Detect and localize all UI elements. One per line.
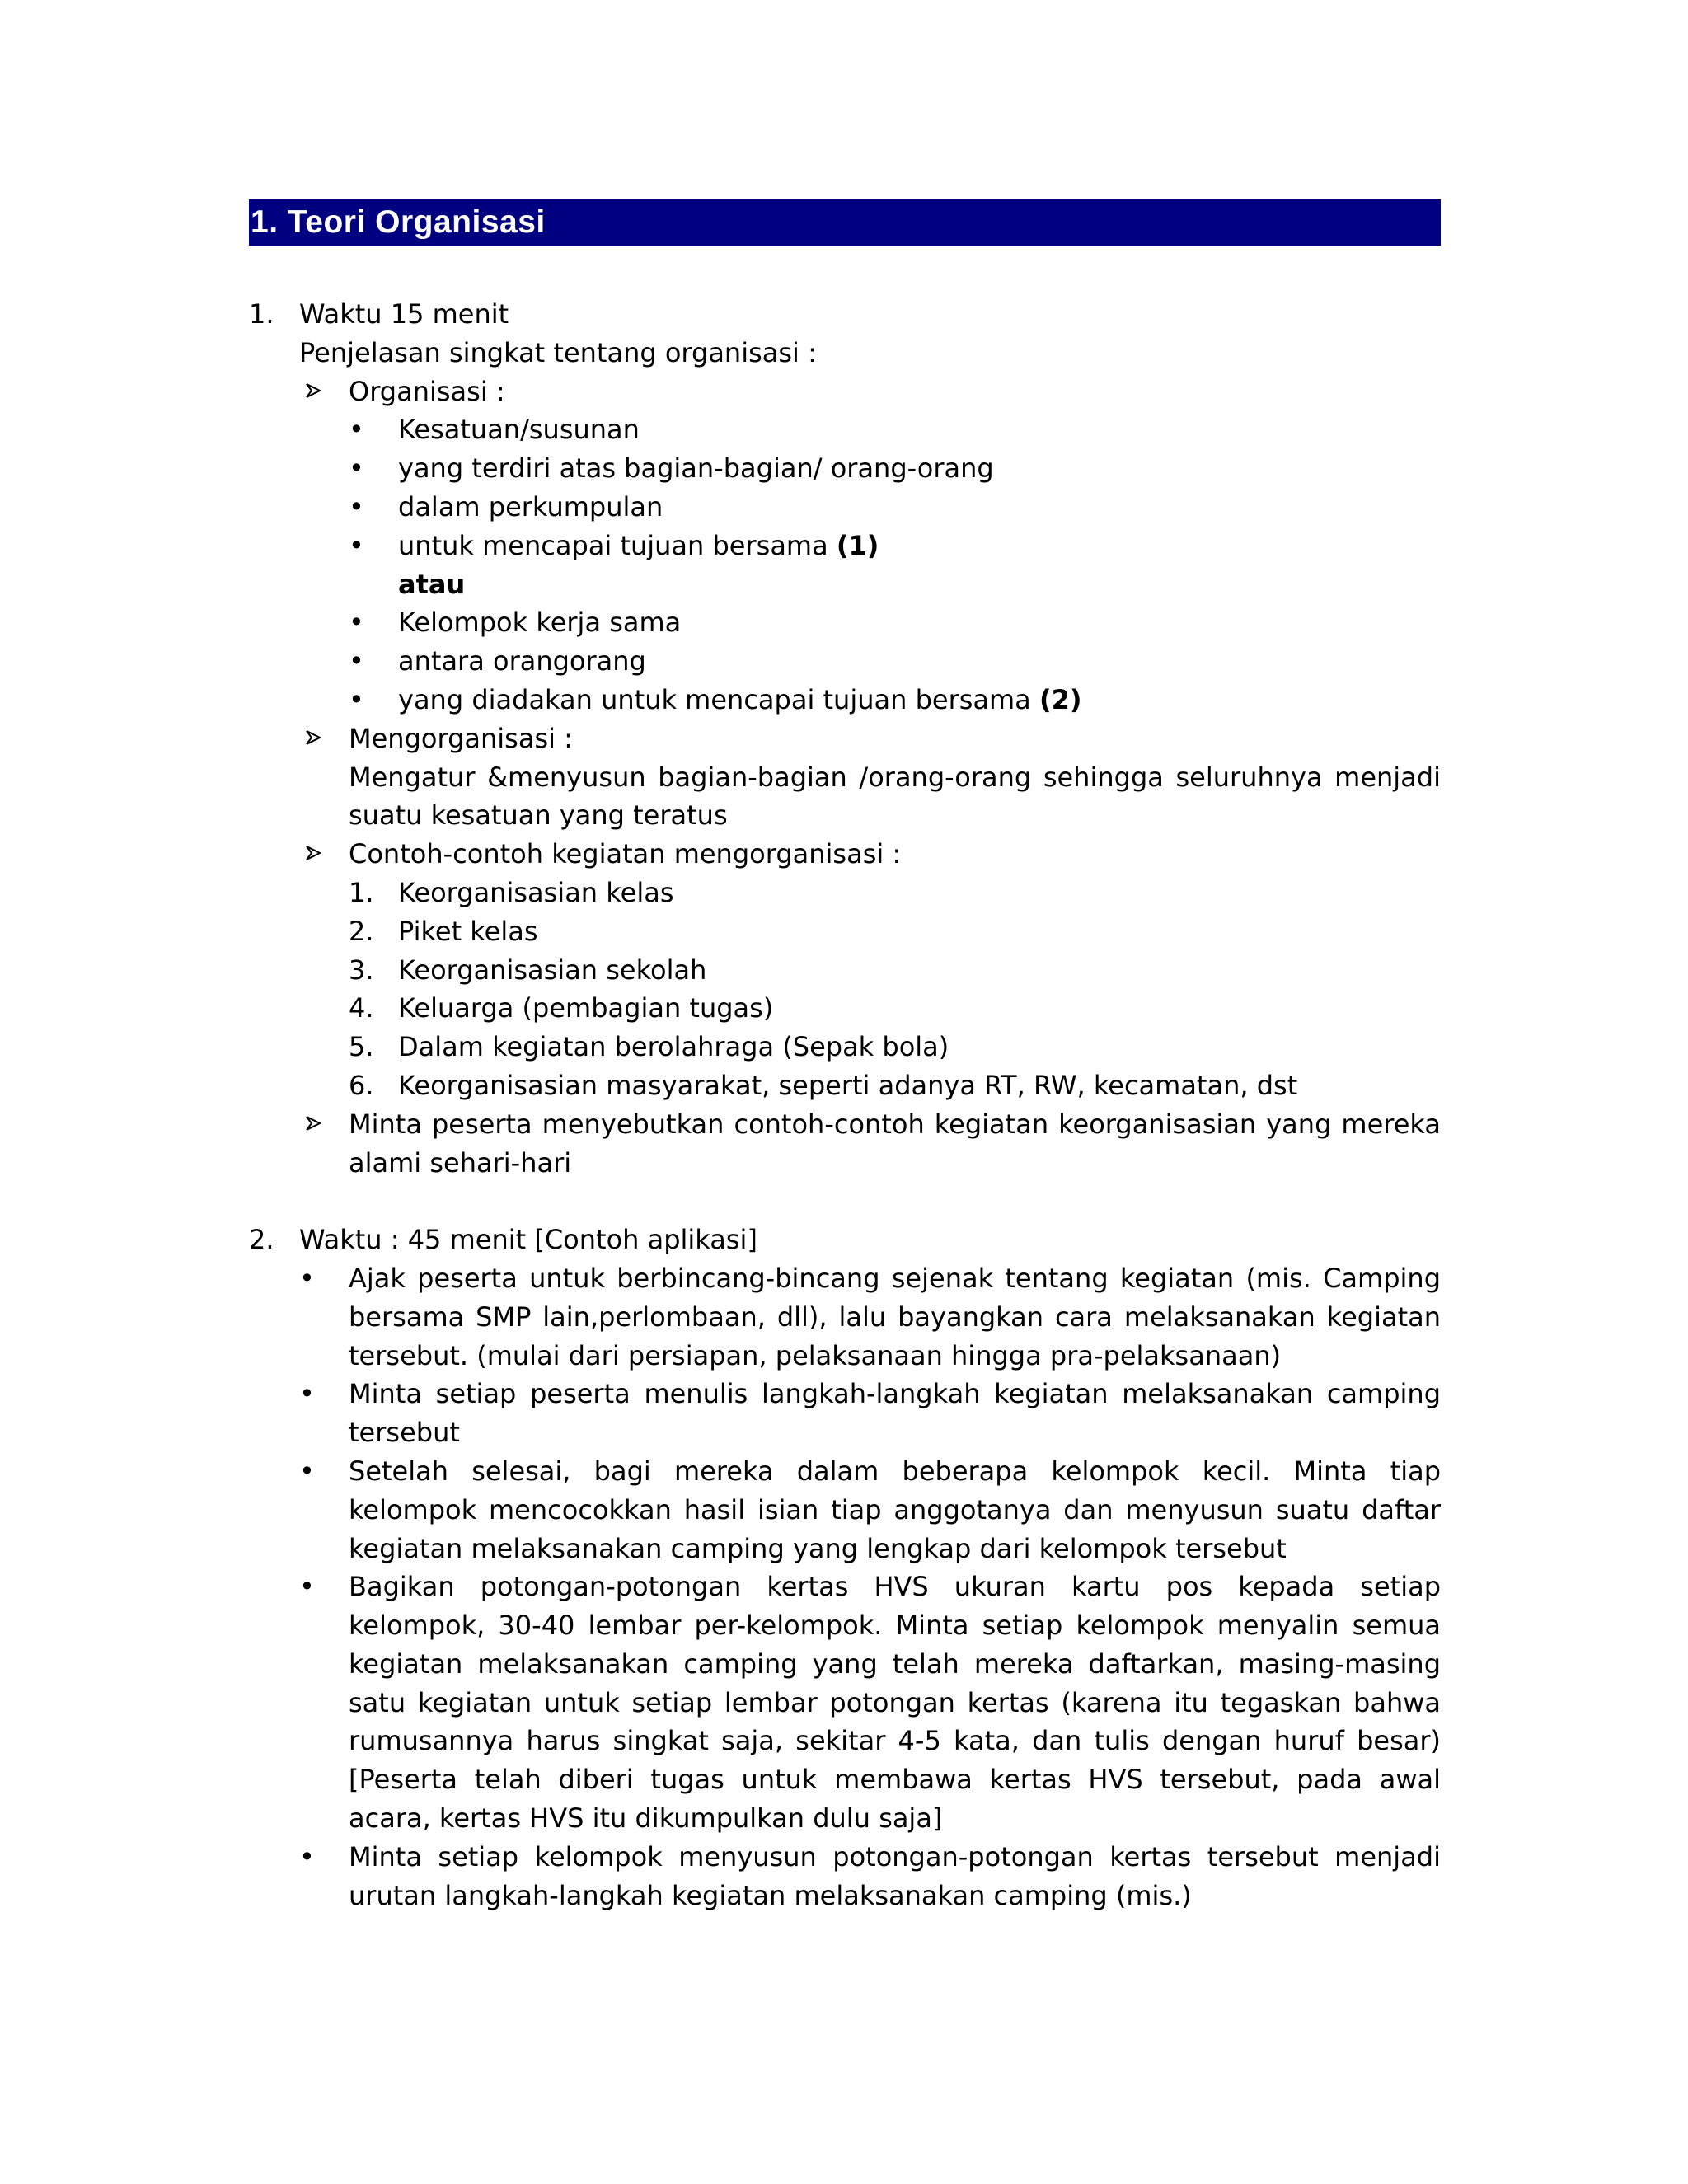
arrow-bullet-icon (305, 835, 321, 861)
bullet-icon: • (349, 414, 364, 446)
numbered-item (249, 874, 1441, 912)
bullet-icon: • (349, 683, 364, 715)
section2-number: 2. (249, 1224, 274, 1256)
list-item-text: Kesatuan/susunan (398, 414, 640, 446)
item-text: Keorganisasian sekolah (398, 954, 707, 986)
activity-text: Ajak peserta untuk berbincang-bincang sejenak tentang kegiatan (mis. Camping bersama SMP lain,perlombaan, dll), lalu bayangkan cara melaksanakan kegiatan tersebut. (mulai dari persiapan, pelaksanaan hingga pra-pelaksanaan) (349, 1262, 1441, 1371)
section-spacer (249, 1182, 1441, 1221)
arrow-bullet-icon (305, 1105, 321, 1132)
activity-bullet (249, 1375, 1441, 1452)
list-item (249, 681, 1441, 719)
activity-text: Minta setiap peserta menulis langkah-langkah kegiatan melaksanakan camping tersebut (349, 1378, 1441, 1449)
numbered-item (249, 1028, 1441, 1066)
minta-item (249, 1105, 1441, 1183)
numbered-item (249, 951, 1441, 990)
list-item-text: Kelompok kerja sama (398, 607, 682, 639)
arrow-bullet-icon (305, 719, 321, 746)
bullet-icon: • (299, 1840, 315, 1872)
section1-number: 1. (249, 298, 274, 330)
reference-marker: (2) (1039, 683, 1082, 715)
item-text: Piket kelas (398, 915, 538, 947)
bullet-icon: • (349, 529, 364, 561)
section2-item (249, 1221, 1441, 1259)
activity-bullet (249, 1568, 1441, 1838)
bullet-icon: • (299, 1378, 315, 1410)
bullet-icon: • (349, 607, 364, 639)
minta-text: Minta peserta menyebutkan contoh-contoh kegiatan keorganisasian yang mereka alami sehari-hari (349, 1108, 1441, 1179)
list-item-text-wrap (398, 681, 1441, 719)
activity-bullet (249, 1838, 1441, 1915)
conjunction-row (249, 565, 1441, 604)
list-item (249, 603, 1441, 642)
contoh-item (249, 835, 1441, 874)
mengorganisasi-desc-row (249, 758, 1441, 836)
mengorganisasi-item (249, 719, 1441, 758)
item-number: 2. (349, 915, 374, 947)
list-item (249, 488, 1441, 527)
numbered-item (249, 1066, 1441, 1105)
atau-label: atau (398, 568, 466, 600)
section1-time: Waktu 15 menit (299, 298, 509, 330)
numbered-item (249, 989, 1441, 1028)
activity-bullet (249, 1259, 1441, 1375)
mengorganisasi-desc: Mengatur &menyusun bagian-bagian /orang-orang sehingga seluruhnya menjadi suatu kesatuan yang teratus (349, 761, 1441, 832)
list-item-text: yang diadakan untuk mencapai tujuan bersama (398, 683, 1039, 715)
item-number: 3. (349, 954, 374, 986)
item-text: Keorganisasian kelas (398, 876, 674, 908)
list-item-text: antara orangorang (398, 645, 646, 677)
bullet-icon: • (349, 452, 364, 485)
activity-bullet (249, 1452, 1441, 1568)
item-text: Keorganisasian masyarakat, seperti adanya RT, RW, kecamatan, dst (398, 1069, 1298, 1101)
item-number: 6. (349, 1069, 374, 1101)
item-number: 4. (349, 992, 374, 1024)
item-text: Dalam kegiatan berolahraga (Sepak bola) (398, 1031, 950, 1063)
numbered-item (249, 912, 1441, 951)
bullet-icon: • (299, 1455, 315, 1487)
activity-text: Setelah selesai, bagi mereka dalam beberapa kelompok kecil. Minta tiap kelompok mencocokkan hasil isian tiap anggotanya dan menyusun suatu daftar kegiatan melaksanakan camping yang lengkap dari kelompok tersebut (349, 1455, 1441, 1564)
contoh-label: Contoh-contoh kegiatan mengorganisasi : (349, 838, 902, 870)
section-heading: 1. Teori Organisasi (251, 204, 546, 240)
list-item-text: yang terdiri atas bagian-bagian/ orang-orang (398, 452, 994, 485)
list-item (249, 527, 1441, 565)
item-text: Keluarga (pembagian tugas) (398, 992, 774, 1024)
list-item-text: untuk mencapai tujuan bersama (398, 529, 837, 561)
document-page (249, 199, 1441, 1915)
section1-intro: Penjelasan singkat tentang organisasi : (299, 336, 817, 368)
list-item (249, 642, 1441, 681)
list-item (249, 410, 1441, 449)
bullet-icon: • (349, 490, 364, 523)
section2-time: Waktu : 45 menit [Contoh aplikasi] (299, 1224, 757, 1256)
list-item-text: dalam perkumpulan (398, 490, 663, 523)
activity-text: Bagikan potongan-potongan kertas HVS ukuran kartu pos kepada setiap kelompok, 30-40 lembar per-kelompok. Minta setiap kelompok menyalin semua kegiatan melaksanakan camping yang telah mereka daftarkan, masing-masing satu kegiatan untuk setiap lembar potongan kertas (karena itu tegaskan bahwa rumusannya harus singkat saja, sekitar 4-5 kata, dan tulis dengan huruf besar) [Peserta telah diberi tugas untuk membawa kertas HVS tersebut, pada awal acara, kertas HVS itu dikumpulkan dulu saja] (349, 1571, 1441, 1835)
organisasi-item (249, 373, 1441, 411)
bullet-icon: • (299, 1262, 315, 1294)
section1-item (249, 295, 1441, 334)
reference-marker: (1) (836, 529, 879, 561)
section1-intro-row (249, 334, 1441, 373)
mengorganisasi-label: Mengorganisasi : (349, 722, 573, 754)
arrow-bullet-icon (305, 373, 321, 399)
section-heading-bar (249, 199, 1441, 246)
item-number: 5. (349, 1031, 374, 1063)
item-number: 1. (349, 876, 374, 908)
list-item (249, 449, 1441, 488)
bullet-icon: • (299, 1571, 315, 1603)
document-body (249, 295, 1441, 1915)
organisasi-label: Organisasi : (349, 375, 505, 407)
activity-text: Minta setiap kelompok menyusun potongan-potongan kertas tersebut menjadi urutan langkah-langkah kegiatan melaksanakan camping (mis.) (349, 1840, 1441, 1911)
list-item-text-wrap (398, 527, 1441, 565)
bullet-icon: • (349, 645, 364, 677)
